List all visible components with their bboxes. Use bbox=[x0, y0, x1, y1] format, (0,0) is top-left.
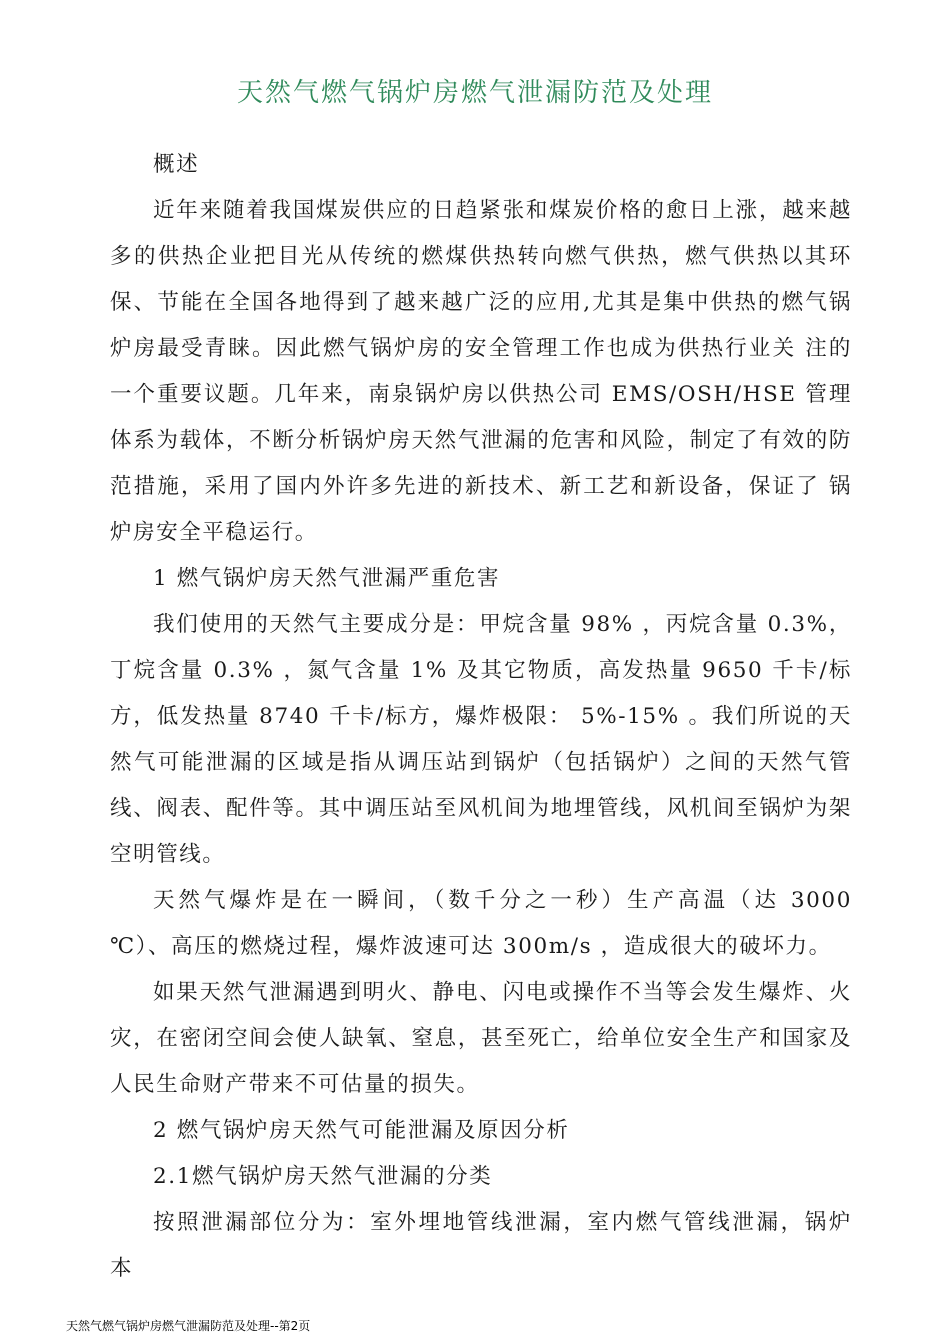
paragraph-explosion: 天然气爆炸是在一瞬间，（数千分之一秒）生产高温（达 3000 ℃）、高压的燃烧过程，爆炸波速可达 300m/s ，造成很大的破坏力。 bbox=[110, 888, 852, 959]
document-title: 天然气燃气锅炉房燃气泄漏防范及处理 bbox=[236, 78, 713, 108]
section-heading-1: 1 燃气锅炉房天然气泄漏严重危害 bbox=[153, 566, 501, 591]
paragraph-intro: 近年来随着我国煤炭供应的日趋紧张和煤炭价格的愈日上涨，越来越多的供热企业把目光从传统的燃煤供热转向燃气供热，燃气供热以其环保、节能在全国各地得到了越来越广泛的应用,尤其是集中供热的燃气锅炉房最受青睐。因此燃气锅炉房的安全管理工作也成为供热行业关 注的一个重要议题。几年来，南泉锅炉房以供热公司 EMS/OSH/HSE 管理体系为载体，不断分析锅炉房天然气泄漏的危害和风险，制定了有效的防范措施，采用了国内外许多先进的新技术、新工艺和新设备，保证了 锅炉房安全平稳运行。 bbox=[110, 198, 852, 545]
section-heading-2-1: 2.1燃气锅炉房天然气泄漏的分类 bbox=[153, 1164, 493, 1189]
paragraph-composition: 我们使用的天然气主要成分是：甲烷含量 98% ，丙烷含量 0.3%，丁烷含量 0.3% ，氮气含量 1% 及其它物质，高发热量 9650 千卡/标方，低发热量 8740 千卡/标方，爆炸极限： 5%-15% 。我们所说的天然气可能泄漏的区域是指从调压站到锅炉（包括锅炉）之间的天然气管线、阀表、配件等。其中调压站至风机间为地埋管线，风机间至锅炉为架空明管线。 bbox=[110, 612, 852, 867]
section-heading-2: 2 燃气锅炉房天然气可能泄漏及原因分析 bbox=[153, 1118, 570, 1143]
document-body bbox=[110, 142, 852, 1292]
page-footer: 天然气燃气锅炉房燃气泄漏防范及处理--第2页 bbox=[66, 1319, 311, 1333]
section-heading-overview: 概述 bbox=[153, 152, 200, 177]
paragraph-classification: 按照泄漏部位分为：室外埋地管线泄漏，室内燃气管线泄漏，锅炉 本 bbox=[110, 1210, 852, 1281]
paragraph-consequences: 如果天然气泄漏遇到明火、静电、闪电或操作不当等会发生爆炸、火灾，在密闭空间会使人缺氧、窒息，甚至死亡，给单位安全生产和国家及人民生命财产带来不可估量的损失。 bbox=[110, 980, 852, 1097]
